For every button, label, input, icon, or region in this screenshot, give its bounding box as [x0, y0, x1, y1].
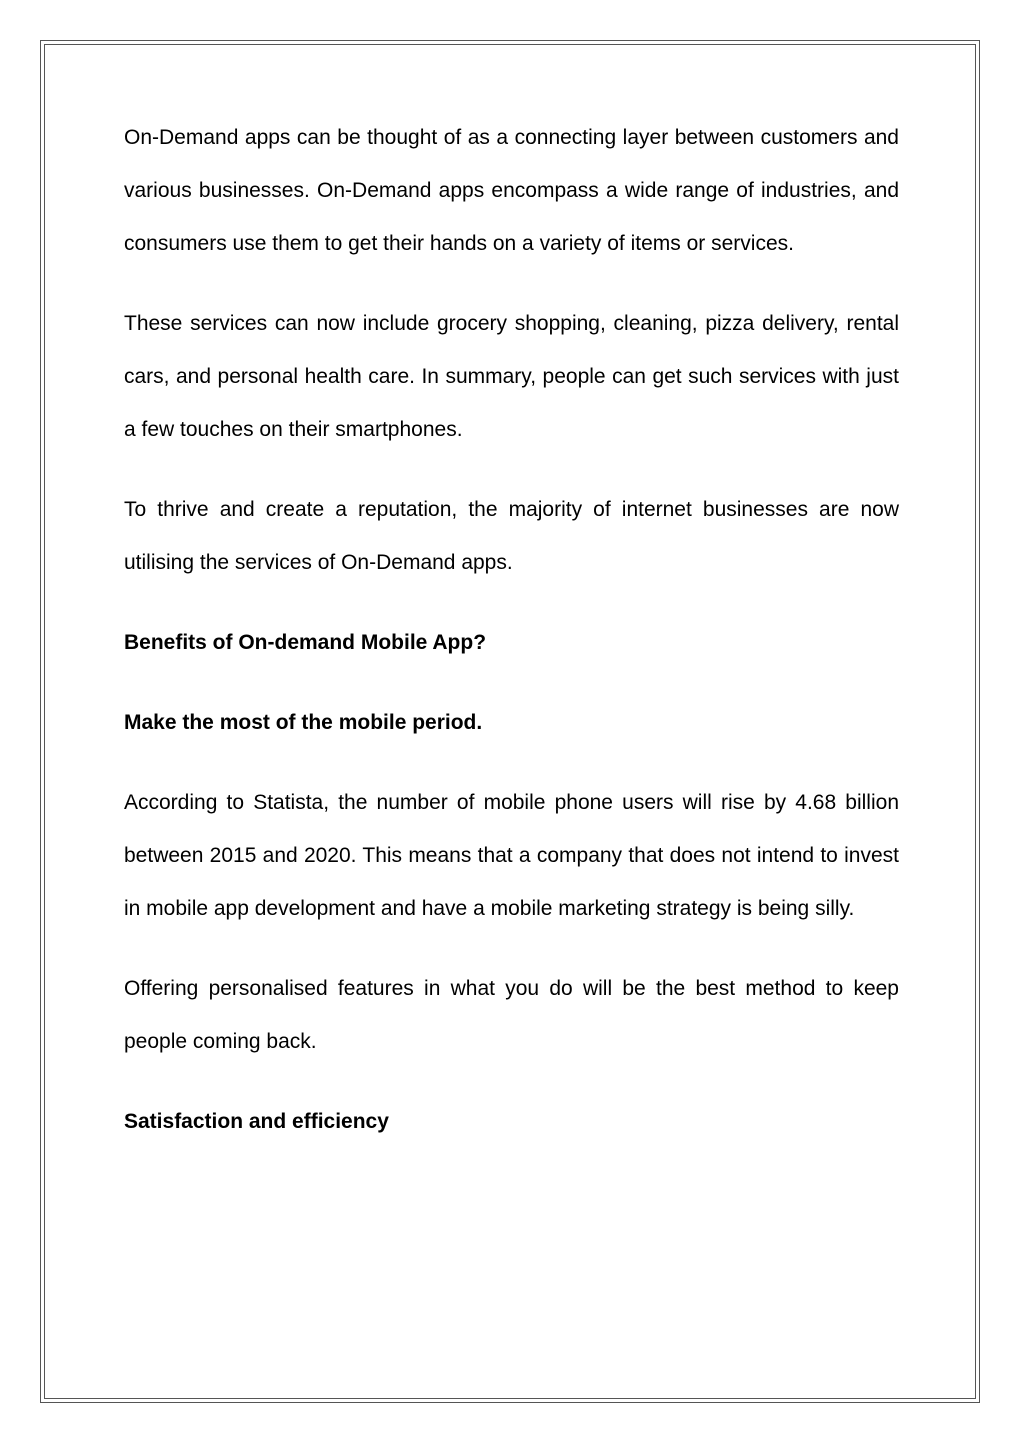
- paragraph-statista: According to Statista, the number of mobile phone users will rise by 4.68 billion between 2015 and 2020. This means that a company that does not intend to invest in mobile app development and have a mobile marketing strategy is being silly.: [124, 791, 899, 920]
- document-body: [124, 111, 899, 1175]
- paragraph-personalised: Offering personalised features in what you do will be the best method to keep people coming back.: [124, 977, 899, 1053]
- paragraph-reputation: To thrive and create a reputation, the majority of internet businesses are now utilising the services of On-Demand apps.: [124, 498, 899, 574]
- heading-satisfaction: Satisfaction and efficiency: [124, 1110, 389, 1133]
- paragraph-intro: On-Demand apps can be thought of as a connecting layer between customers and various businesses. On-Demand apps encompass a wide range of industries, and consumers use them to get their hands on a variety of items or services.: [124, 126, 899, 255]
- heading-benefits: Benefits of On-demand Mobile App?: [124, 631, 487, 654]
- heading-mobile-period: Make the most of the mobile period.: [124, 711, 483, 734]
- paragraph-services: These services can now include grocery shopping, cleaning, pizza delivery, rental cars, and personal health care. In summary, people can get such services with just a few touches on their smartphones.: [124, 312, 899, 441]
